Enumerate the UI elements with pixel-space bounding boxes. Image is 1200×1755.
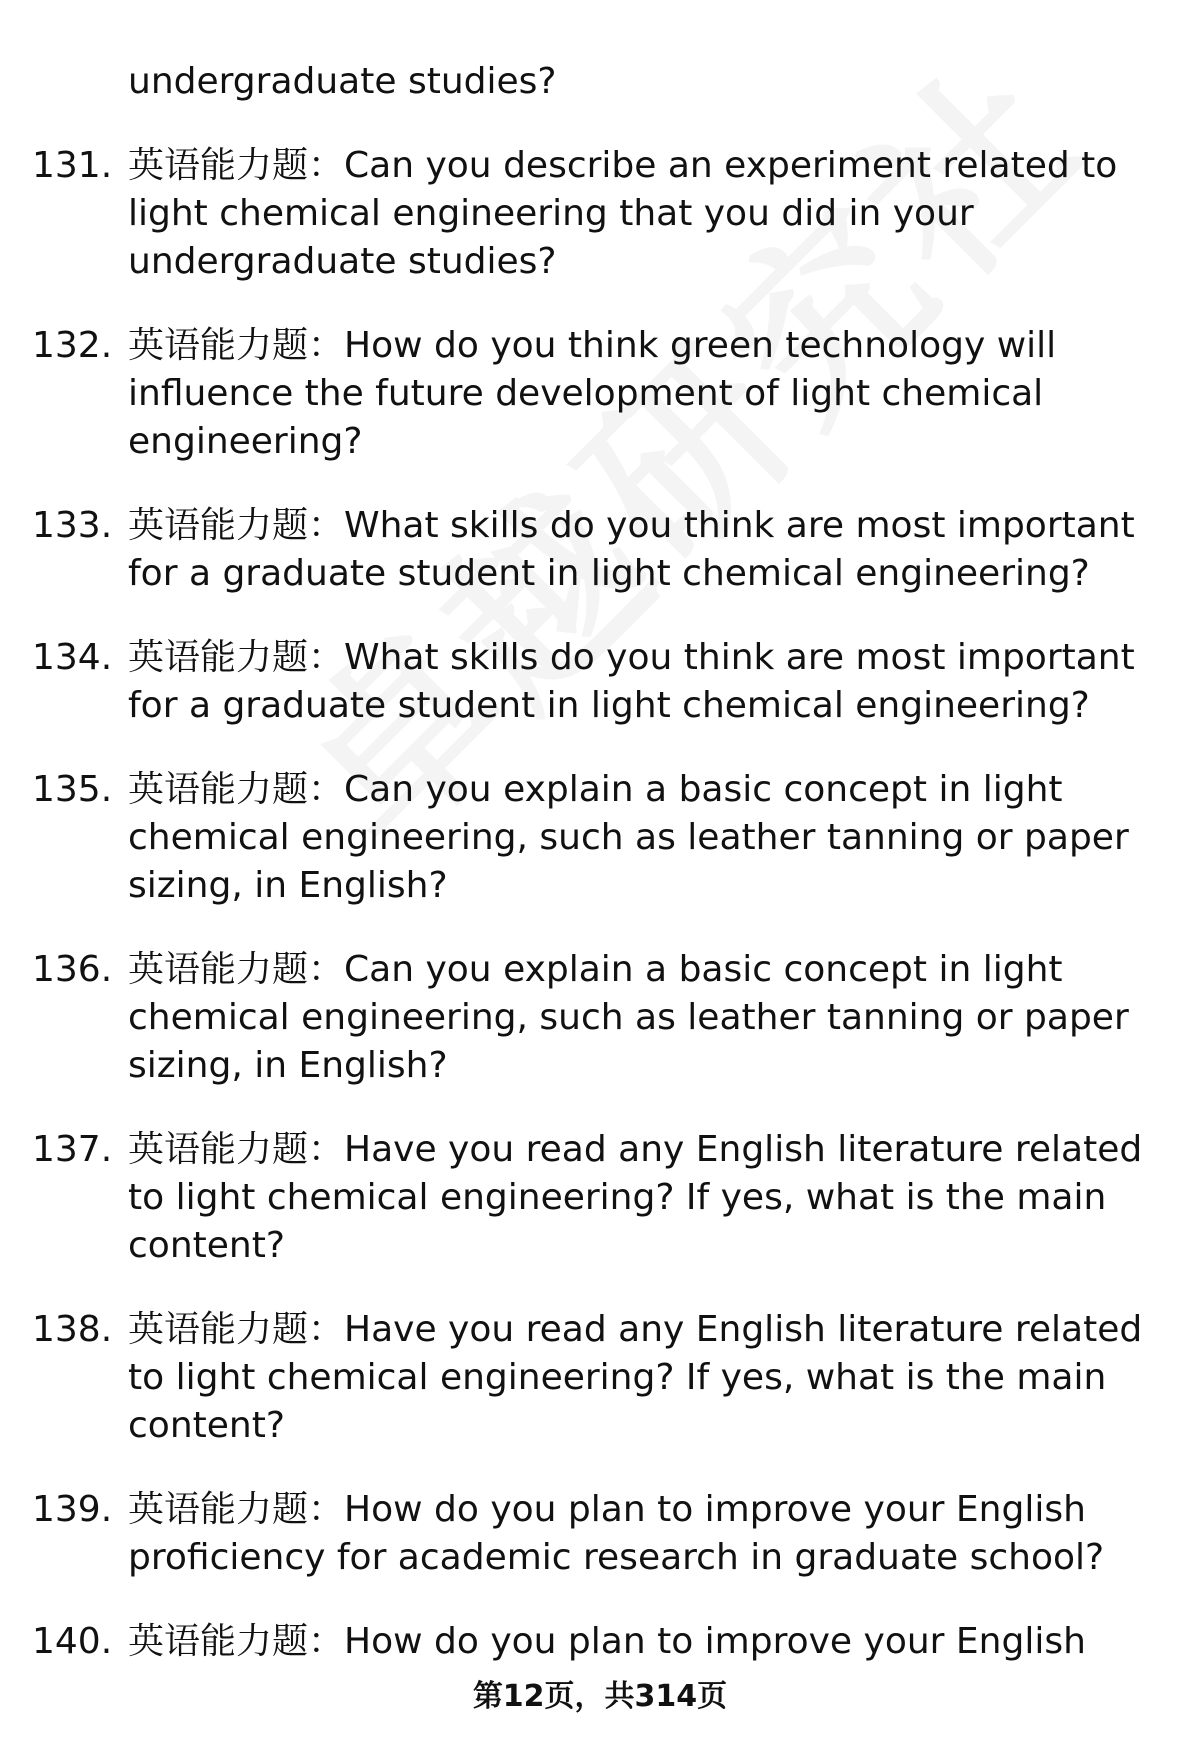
question-item-133: [0, 502, 1148, 598]
question-item-136: [0, 946, 1148, 1090]
question-number: 139.: [32, 1489, 113, 1530]
question-number: 140.: [32, 1621, 113, 1662]
question-tag: 英语能力题：: [128, 145, 345, 186]
question-item-137: [0, 1126, 1148, 1270]
continuation-text: undergraduate studies?: [128, 61, 557, 102]
question-text: Can you describe an experiment related to light chemical engineering that you did in your undergraduate studies?: [128, 145, 1118, 282]
question-text: Can you explain a basic concept in light chemical engineering, such as leather tanning or paper sizing, in English?: [128, 949, 1129, 1086]
question-tag: 英语能力题：: [128, 769, 345, 810]
question-number: 137.: [32, 1129, 113, 1170]
question-text: Can you explain a basic concept in light chemical engineering, such as leather tanning or paper sizing, in English?: [128, 769, 1129, 906]
question-text: How do you plan to improve your English: [344, 1621, 1086, 1662]
question-tag: 英语能力题：: [128, 1129, 345, 1170]
question-number: 138.: [32, 1309, 113, 1350]
question-item-135: [0, 766, 1148, 910]
question-text: Have you read any English literature related to light chemical engineering? If yes, what is the main content?: [128, 1309, 1143, 1446]
question-item-132: [0, 322, 1148, 466]
question-item-139: [0, 1486, 1148, 1582]
question-number: 136.: [32, 949, 113, 990]
question-tag: 英语能力题：: [128, 1489, 345, 1530]
question-text: How do you plan to improve your English proficiency for academic research in graduate school?: [128, 1489, 1105, 1578]
question-tag: 英语能力题：: [128, 637, 345, 678]
question-item-134: [0, 634, 1148, 730]
question-text: What skills do you think are most important for a graduate student in light chemical engineering?: [128, 637, 1135, 726]
question-text: Have you read any English literature related to light chemical engineering? If yes, what is the main content?: [128, 1129, 1143, 1266]
question-item-131: [0, 142, 1148, 286]
question-item-140: [0, 1618, 1148, 1666]
question-text: How do you think green technology will influence the future development of light chemical engineering?: [128, 325, 1057, 462]
question-number: 131.: [32, 145, 113, 186]
question-number: 134.: [32, 637, 113, 678]
question-tag: 英语能力题：: [128, 949, 345, 990]
question-number: 135.: [32, 769, 113, 810]
question-tag: 英语能力题：: [128, 1309, 345, 1350]
question-tag: 英语能力题：: [128, 325, 345, 366]
question-number: 132.: [32, 325, 113, 366]
question-number: 133.: [32, 505, 113, 546]
question-tag: 英语能力题：: [128, 1621, 345, 1662]
question-item-138: [0, 1306, 1148, 1450]
question-text: What skills do you think are most important for a graduate student in light chemical engineering?: [128, 505, 1135, 594]
page-footer: 第12页，共314页: [472, 1679, 728, 1714]
question-list: [0, 142, 1200, 1702]
question-tag: 英语能力题：: [128, 505, 345, 546]
